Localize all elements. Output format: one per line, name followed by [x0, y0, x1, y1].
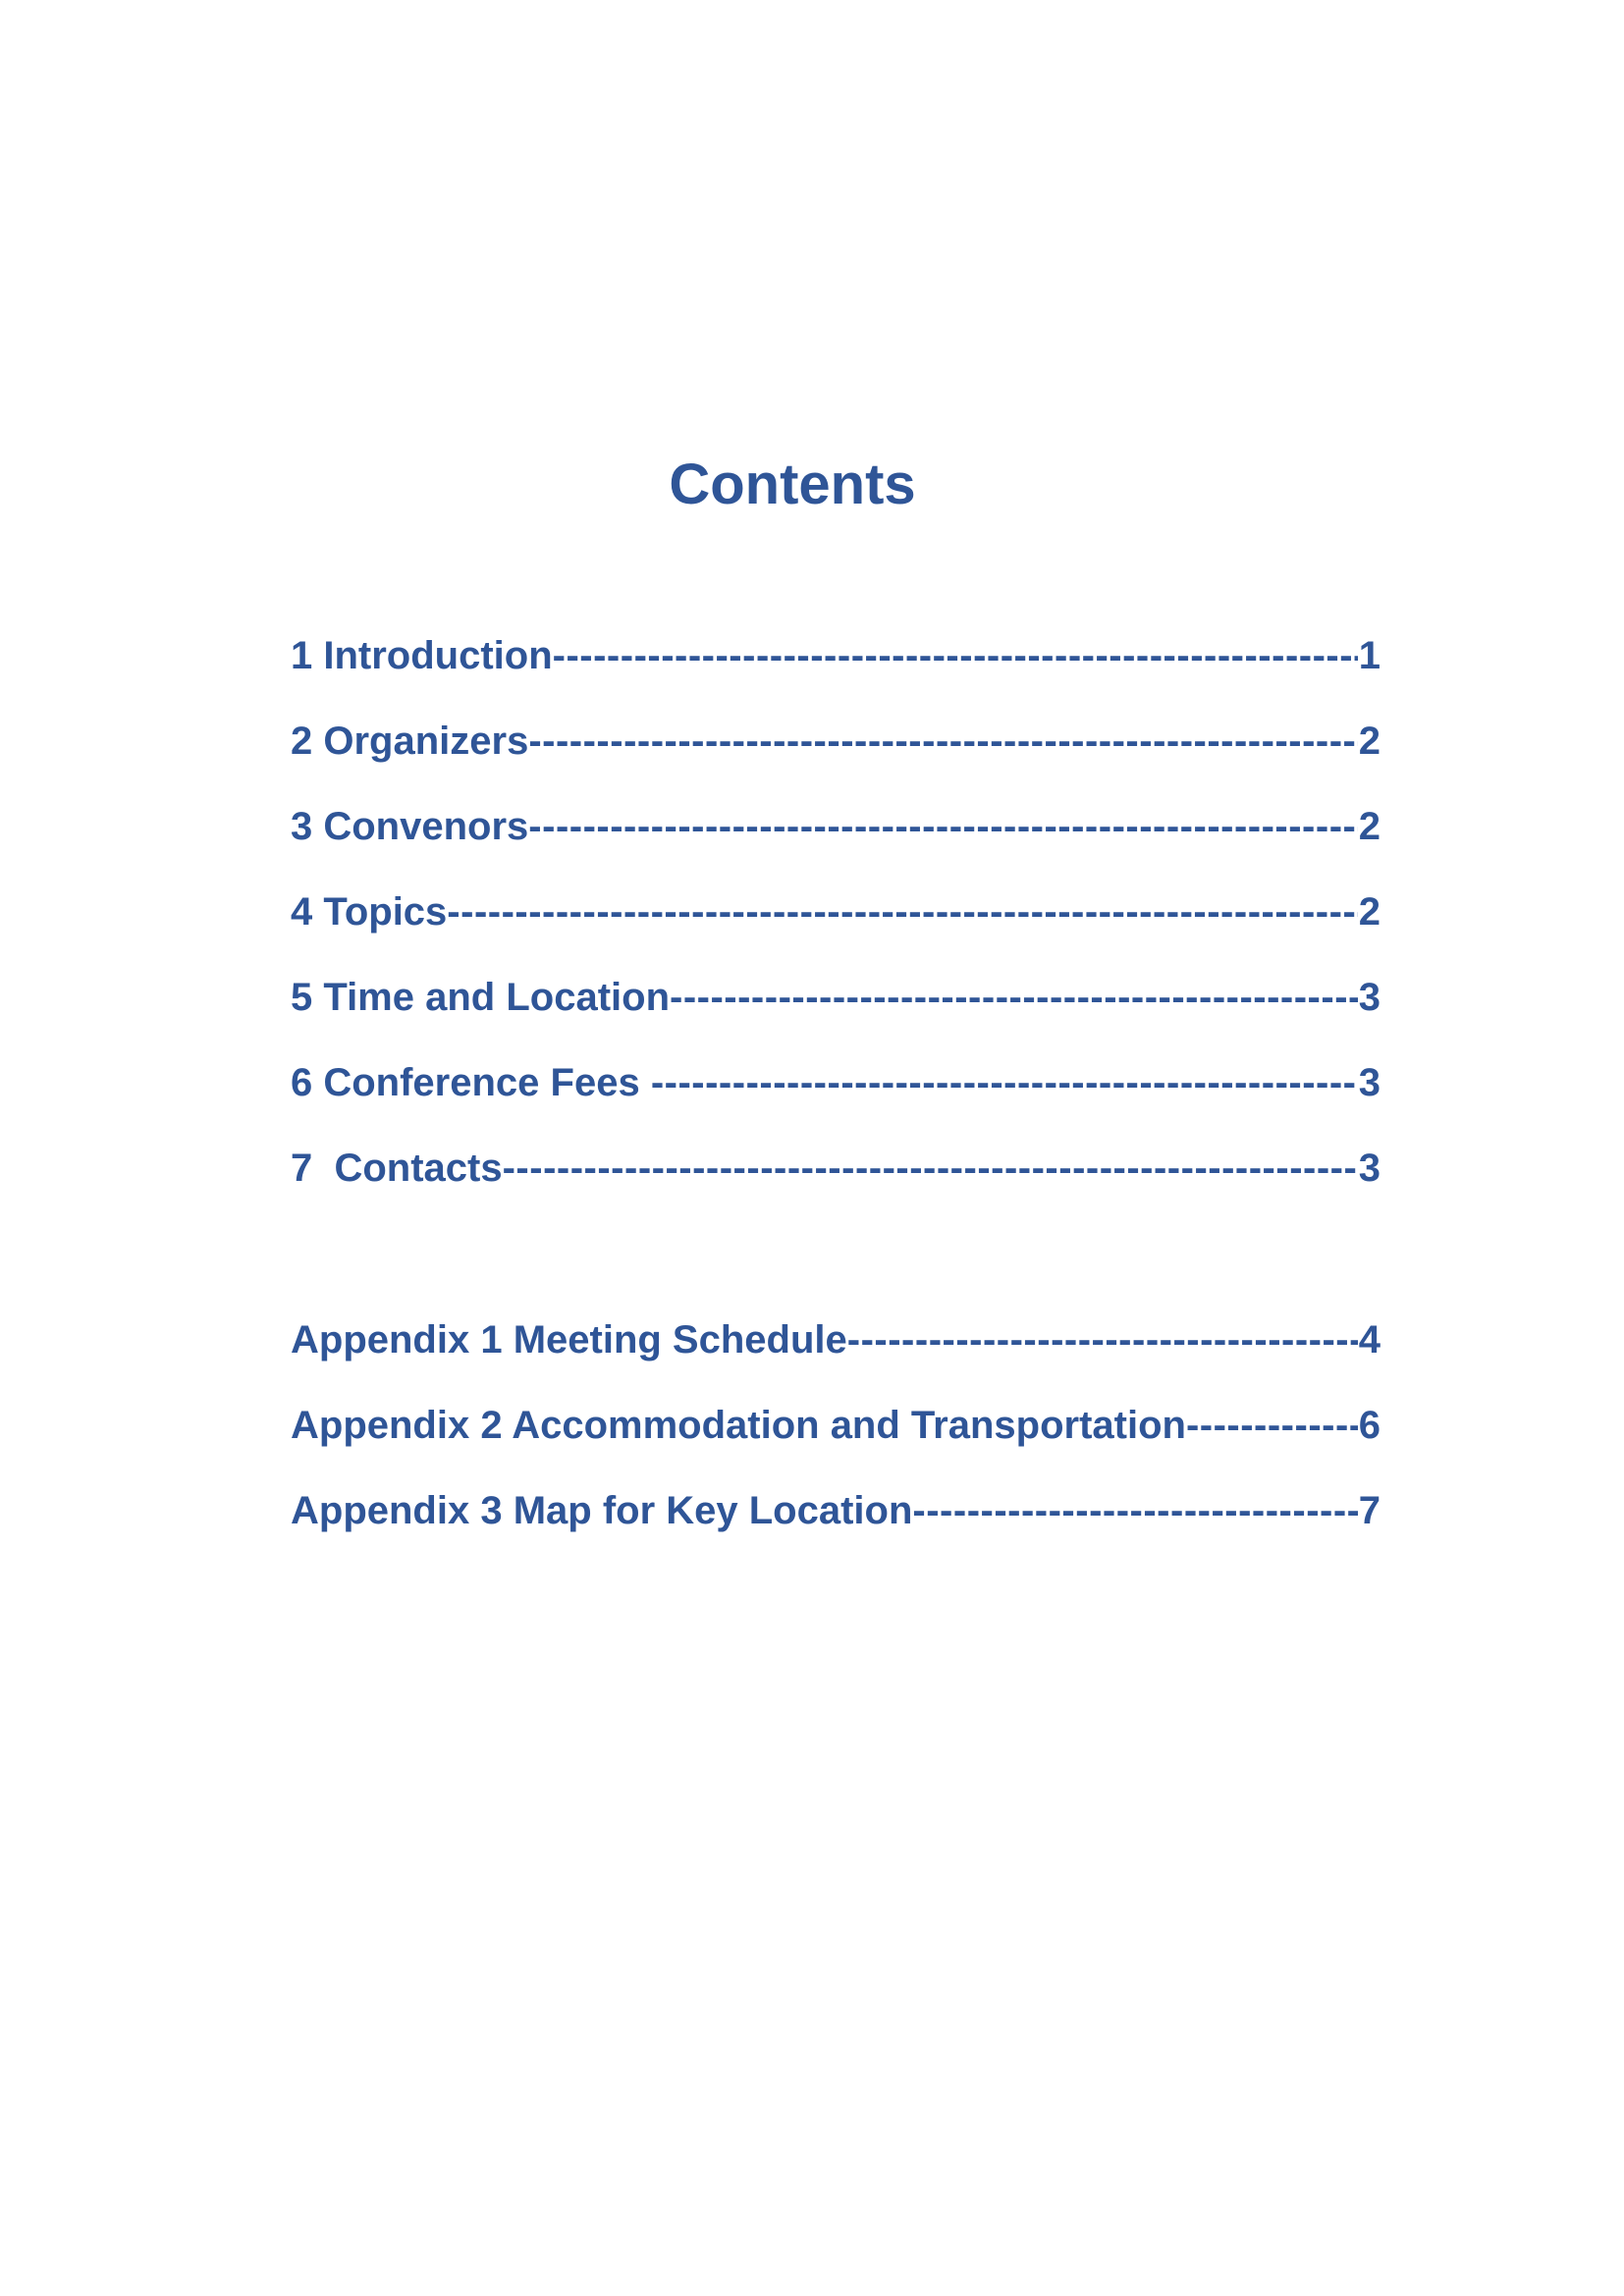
table-of-contents: [291, 634, 1380, 1575]
toc-page-number: 1: [1358, 634, 1380, 677]
toc-entry-label: 6 Conference Fees: [291, 1061, 651, 1104]
toc-page-number: 3: [1358, 976, 1380, 1019]
toc-entry-appendix-2[interactable]: [291, 1404, 1380, 1447]
toc-page-number: 2: [1358, 890, 1380, 934]
toc-entry-label: 7 Contacts: [291, 1147, 503, 1190]
toc-entry-label: Appendix 3 Map for Key Location: [291, 1489, 913, 1532]
toc-entry-convenors[interactable]: [291, 805, 1380, 848]
toc-page-number: 3: [1358, 1147, 1380, 1190]
toc-page-number: 4: [1358, 1318, 1380, 1362]
toc-entry-contacts[interactable]: [291, 1147, 1380, 1190]
section-spacer: [291, 1232, 1380, 1318]
toc-page-number: 3: [1358, 1061, 1380, 1104]
toc-page-number: 6: [1358, 1404, 1380, 1447]
page-title: Contents: [669, 453, 916, 516]
toc-entry-organizers[interactable]: [291, 720, 1380, 763]
toc-entry-label: Appendix 1 Meeting Schedule: [291, 1318, 847, 1362]
toc-page-number: 2: [1358, 720, 1380, 763]
dot-leader: [651, 1061, 1358, 1104]
dot-leader: [553, 634, 1358, 677]
dot-leader: [447, 890, 1357, 934]
toc-page-number: 7: [1358, 1489, 1380, 1532]
toc-entry-introduction[interactable]: [291, 634, 1380, 677]
toc-entry-label: 4 Topics: [291, 890, 448, 934]
toc-entry-label: 5 Time and Location: [291, 976, 670, 1019]
toc-entry-topics[interactable]: [291, 890, 1380, 934]
toc-entry-label: 3 Convenors: [291, 805, 529, 848]
toc-entry-time-and-location[interactable]: [291, 976, 1380, 1019]
toc-entry-label: 1 Introduction: [291, 634, 553, 677]
toc-entry-conference-fees[interactable]: [291, 1061, 1380, 1104]
dot-leader: [670, 976, 1358, 1019]
toc-page-number: 2: [1358, 805, 1380, 848]
dot-leader: [912, 1489, 1357, 1532]
toc-entry-label: Appendix 2 Accommodation and Transportation: [291, 1404, 1186, 1447]
dot-leader: [528, 720, 1357, 763]
dot-leader: [847, 1318, 1358, 1362]
toc-entry-appendix-1[interactable]: [291, 1318, 1380, 1362]
dot-leader: [503, 1147, 1358, 1190]
toc-entry-appendix-3[interactable]: [291, 1489, 1380, 1532]
toc-entry-label: 2 Organizers: [291, 720, 529, 763]
dot-leader: [1186, 1404, 1358, 1447]
dot-leader: [528, 805, 1357, 848]
